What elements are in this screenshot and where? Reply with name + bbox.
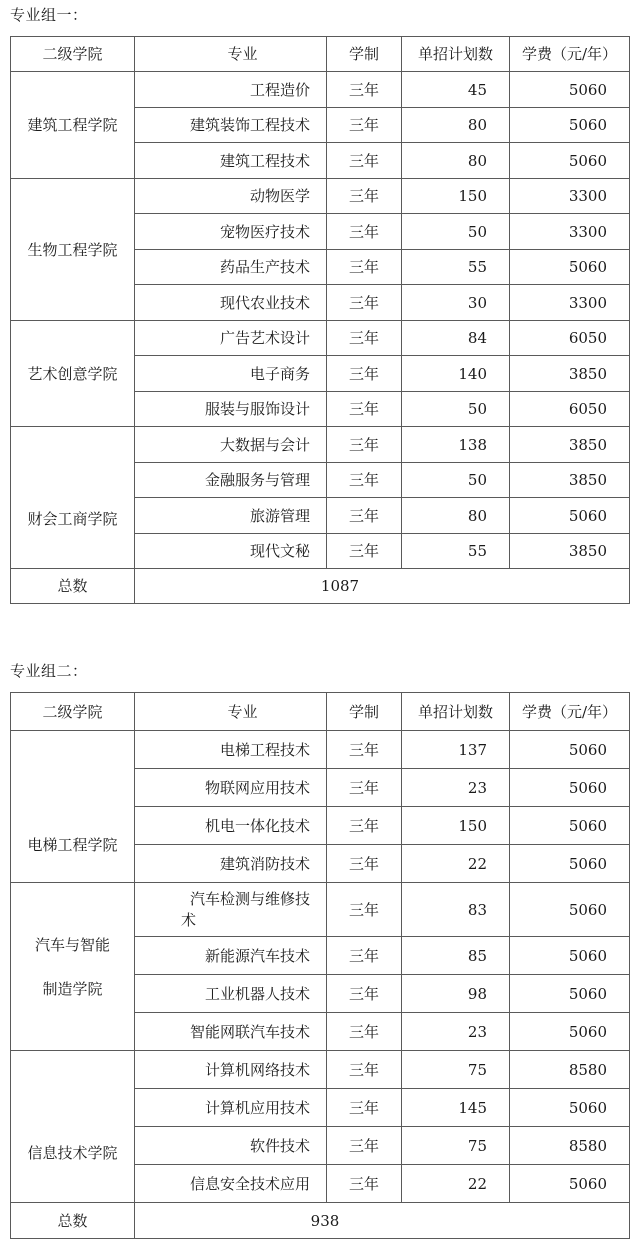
college-name: 建筑工程学院 — [11, 72, 135, 179]
fee-cell: 5060 — [510, 769, 630, 807]
major-cell: 建筑装饰工程技术 — [135, 108, 327, 143]
college-name — [11, 883, 135, 1051]
fee-cell: 5060 — [510, 1165, 630, 1203]
major-cell: 计算机应用技术 — [135, 1089, 327, 1127]
major-cell: 建筑消防技术 — [135, 845, 327, 883]
table-row — [11, 1051, 630, 1089]
duration-cell: 三年 — [327, 1013, 402, 1051]
total-label: 总数 — [11, 569, 135, 604]
major-cell: 广告艺术设计 — [135, 321, 327, 356]
duration-cell: 三年 — [327, 1051, 402, 1089]
fee-cell: 3300 — [510, 214, 630, 250]
quota-cell: 75 — [402, 1051, 510, 1089]
total-row — [11, 1203, 630, 1239]
header-duration: 学制 — [327, 693, 402, 731]
quota-cell: 50 — [402, 463, 510, 498]
college-name: 电梯工程学院 — [11, 731, 135, 883]
fee-cell: 6050 — [510, 392, 630, 427]
quota-cell: 55 — [402, 250, 510, 285]
quota-cell: 22 — [402, 845, 510, 883]
duration-cell: 三年 — [327, 534, 402, 569]
total-value: 938 — [135, 1203, 630, 1239]
duration-cell: 三年 — [327, 214, 402, 250]
header-college: 二级学院 — [11, 693, 135, 731]
header-fee: 学费（元/年） — [510, 37, 630, 72]
quota-cell: 137 — [402, 731, 510, 769]
fee-cell: 5060 — [510, 807, 630, 845]
duration-cell: 三年 — [327, 1089, 402, 1127]
quota-cell: 50 — [402, 214, 510, 250]
duration-cell: 三年 — [327, 356, 402, 392]
duration-cell: 三年 — [327, 179, 402, 214]
fee-cell: 5060 — [510, 498, 630, 534]
major-line: 术 — [181, 910, 197, 929]
duration-cell: 三年 — [327, 392, 402, 427]
table-row — [11, 883, 630, 937]
major-cell: 工程造价 — [135, 72, 327, 108]
duration-cell: 三年 — [327, 321, 402, 356]
duration-cell: 三年 — [327, 250, 402, 285]
duration-cell: 三年 — [327, 975, 402, 1013]
fee-cell: 5060 — [510, 975, 630, 1013]
fee-cell: 3850 — [510, 534, 630, 569]
quota-cell: 22 — [402, 1165, 510, 1203]
college-name: 艺术创意学院 — [11, 321, 135, 427]
table-row — [11, 179, 630, 214]
duration-cell: 三年 — [327, 731, 402, 769]
major-cell: 物联网应用技术 — [135, 769, 327, 807]
quota-cell: 50 — [402, 392, 510, 427]
college-name: 生物工程学院 — [11, 179, 135, 321]
fee-cell: 3300 — [510, 179, 630, 214]
quota-cell: 84 — [402, 321, 510, 356]
quota-cell: 80 — [402, 498, 510, 534]
major-cell: 信息安全技术应用 — [135, 1165, 327, 1203]
fee-cell: 5060 — [510, 1089, 630, 1127]
major-cell: 机电一体化技术 — [135, 807, 327, 845]
fee-cell: 5060 — [510, 250, 630, 285]
duration-cell: 三年 — [327, 463, 402, 498]
quota-cell: 98 — [402, 975, 510, 1013]
major-cell: 旅游管理 — [135, 498, 327, 534]
fee-cell: 8580 — [510, 1051, 630, 1089]
quota-cell: 80 — [402, 143, 510, 179]
fee-cell: 5060 — [510, 731, 630, 769]
total-label: 总数 — [11, 1203, 135, 1239]
quota-cell: 138 — [402, 427, 510, 463]
group2-title: 专业组二： — [10, 662, 88, 680]
table-row — [11, 427, 630, 463]
major-cell: 金融服务与管理 — [135, 463, 327, 498]
header-duration: 学制 — [327, 37, 402, 72]
group2-table — [10, 692, 630, 1239]
fee-cell: 8580 — [510, 1127, 630, 1165]
fee-cell: 6050 — [510, 321, 630, 356]
duration-cell: 三年 — [327, 807, 402, 845]
quota-cell: 150 — [402, 179, 510, 214]
table-header-row — [11, 37, 630, 72]
major-cell: 电梯工程技术 — [135, 731, 327, 769]
duration-cell: 三年 — [327, 1127, 402, 1165]
college-name: 财会工商学院 — [11, 427, 135, 569]
quota-cell: 145 — [402, 1089, 510, 1127]
duration-cell: 三年 — [327, 1165, 402, 1203]
fee-cell: 5060 — [510, 72, 630, 108]
quota-cell: 55 — [402, 534, 510, 569]
major-cell: 软件技术 — [135, 1127, 327, 1165]
table-header-row — [11, 693, 630, 731]
major-cell: 新能源汽车技术 — [135, 937, 327, 975]
major-cell: 现代农业技术 — [135, 285, 327, 321]
duration-cell: 三年 — [327, 845, 402, 883]
major-cell — [135, 883, 327, 937]
quota-cell: 75 — [402, 1127, 510, 1165]
duration-cell: 三年 — [327, 883, 402, 937]
header-quota: 单招计划数 — [402, 693, 510, 731]
fee-cell: 5060 — [510, 108, 630, 143]
quota-cell: 30 — [402, 285, 510, 321]
group1-table — [10, 36, 630, 604]
quota-cell: 45 — [402, 72, 510, 108]
quota-cell: 150 — [402, 807, 510, 845]
group1-title: 专业组一： — [10, 6, 88, 24]
duration-cell: 三年 — [327, 498, 402, 534]
fee-cell: 5060 — [510, 845, 630, 883]
major-cell: 建筑工程技术 — [135, 143, 327, 179]
duration-cell: 三年 — [327, 108, 402, 143]
header-fee: 学费（元/年） — [510, 693, 630, 731]
fee-cell: 5060 — [510, 937, 630, 975]
header-college: 二级学院 — [11, 37, 135, 72]
total-row — [11, 569, 630, 604]
duration-cell: 三年 — [327, 72, 402, 108]
major-cell: 现代文秘 — [135, 534, 327, 569]
duration-cell: 三年 — [327, 427, 402, 463]
major-cell: 智能网联汽车技术 — [135, 1013, 327, 1051]
major-cell: 计算机网络技术 — [135, 1051, 327, 1089]
fee-cell: 3850 — [510, 356, 630, 392]
fee-cell: 5060 — [510, 1013, 630, 1051]
fee-cell: 3850 — [510, 427, 630, 463]
duration-cell: 三年 — [327, 937, 402, 975]
college-name: 信息技术学院 — [11, 1051, 135, 1203]
quota-cell: 140 — [402, 356, 510, 392]
quota-cell: 23 — [402, 1013, 510, 1051]
major-cell: 工业机器人技术 — [135, 975, 327, 1013]
major-cell: 宠物医疗技术 — [135, 214, 327, 250]
major-cell: 大数据与会计 — [135, 427, 327, 463]
header-major: 专业 — [135, 37, 327, 72]
table-row — [11, 321, 630, 356]
header-major: 专业 — [135, 693, 327, 731]
total-value: 1087 — [135, 569, 630, 604]
table-row — [11, 72, 630, 108]
major-cell: 动物医学 — [135, 179, 327, 214]
table-row — [11, 731, 630, 769]
duration-cell: 三年 — [327, 143, 402, 179]
fee-cell: 3300 — [510, 285, 630, 321]
major-cell: 药品生产技术 — [135, 250, 327, 285]
fee-cell: 5060 — [510, 883, 630, 937]
quota-cell: 80 — [402, 108, 510, 143]
fee-cell: 3850 — [510, 463, 630, 498]
major-cell: 服装与服饰设计 — [135, 392, 327, 427]
major-cell: 电子商务 — [135, 356, 327, 392]
major-line: 汽车检测与维修技 — [189, 889, 310, 908]
quota-cell: 83 — [402, 883, 510, 937]
quota-cell: 23 — [402, 769, 510, 807]
header-quota: 单招计划数 — [402, 37, 510, 72]
college-name-line: 制造学院 — [42, 979, 103, 998]
duration-cell: 三年 — [327, 285, 402, 321]
duration-cell: 三年 — [327, 769, 402, 807]
quota-cell: 85 — [402, 937, 510, 975]
fee-cell: 5060 — [510, 143, 630, 179]
college-name-line: 汽车与智能 — [34, 935, 110, 954]
